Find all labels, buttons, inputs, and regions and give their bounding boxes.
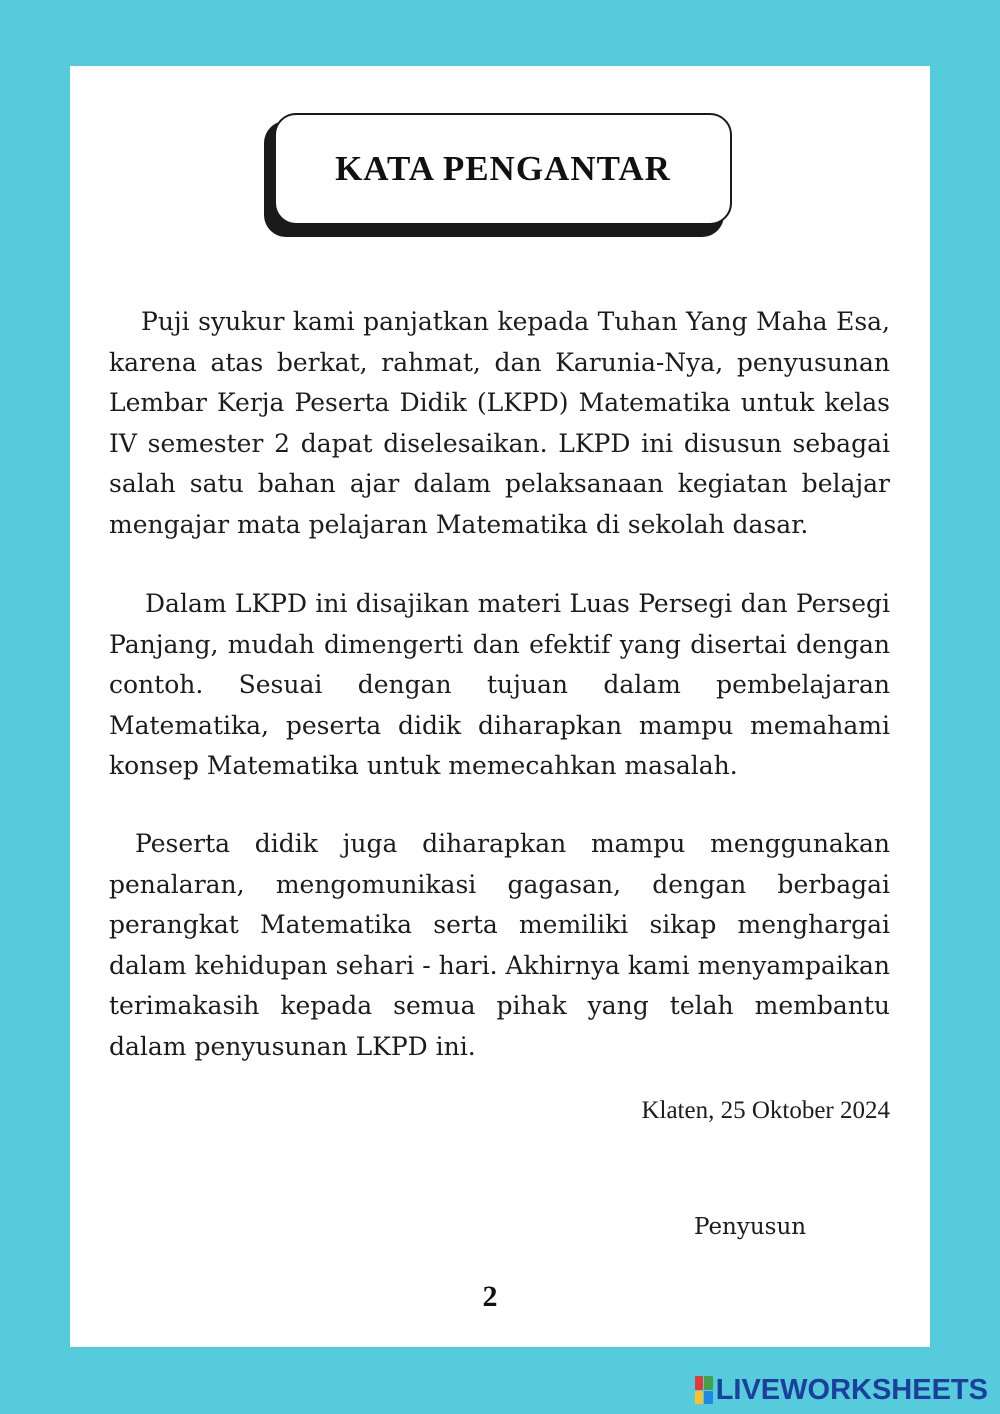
liveworksheets-watermark[interactable] [695,1374,988,1406]
page-title: KATA PENGANTAR [335,149,671,188]
brand-name: LIVEWORKSHEETS [715,1373,988,1406]
page-number: 2 [482,1280,498,1313]
liveworksheets-logo-icon [695,1376,713,1404]
place-date: Klaten, 25 Oktober 2024 [641,1097,890,1124]
paragraph-3: Peserta didik juga diharapkan mampu menggunakan penalaran, mengomunikasi gagasan, dengan berbagai perangkat Matematika serta memiliki sikap menghargai dalam kehidupan sehari - hari. Akhirnya kami menyampaikan terimakasih kepada semua pihak yang telah membantu dalam penyusunan LKPD ini. [109,829,890,1061]
signer-label: Penyusun [694,1214,807,1240]
title-box-frame [274,113,732,225]
title-box [264,113,737,239]
paragraph-2: Dalam LKPD ini disajikan materi Luas Persegi dan Persegi Panjang, mudah dimengerti dan efektif yang disertai dengan contoh. Sesuai dengan tujuan dalam pembelajaran Matematika, peserta didik diharapkan mampu memahami konsep Matematika untuk memecahkan masalah. [109,589,890,781]
paragraph-1: Puji syukur kami panjatkan kepada Tuhan Yang Maha Esa, karena atas berkat, rahmat, dan Karunia-Nya, penyusunan Lembar Kerja Peserta Didik (LKPD) Matematika untuk kelas IV semester 2 dapat diselesaikan. LKPD ini disusun sebagai salah satu bahan ajar dalam pelaksanaan kegiatan belajar mengajar mata pelajaran Matematika di sekolah dasar. [109,307,890,539]
